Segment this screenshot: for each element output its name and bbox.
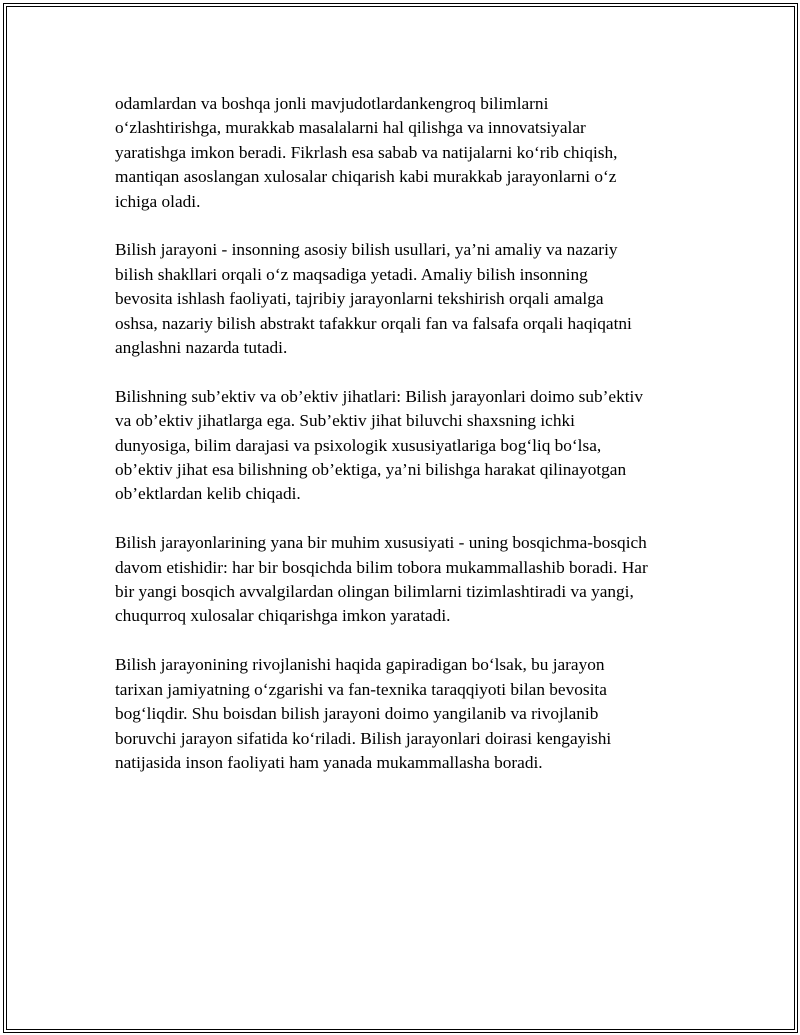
text-line: anglashni nazarda tutadi.	[115, 338, 288, 358]
text-line: yaratishga imkon beradi. Fikrlash esa sabab va natijalarni ko‘rib chiqish,	[115, 142, 618, 162]
text-line: bir yangi bosqich avvalgilardan olingan bilimlarni tizimlashtiradi va yangi,	[115, 582, 634, 602]
document-body	[115, 92, 690, 800]
text-line: bog‘liqdir. Shu boisdan bilish jarayoni doimo yangilanib va rivojlanib	[115, 704, 599, 724]
text-line: Bilish jarayoni - insonning asosiy bilish usullari, ya’ni amaliy va nazariy	[115, 240, 618, 260]
text-line: oshsa, nazariy bilish abstrakt tafakkur orqali fan va falsafa orqali haqiqatni	[115, 313, 632, 333]
text-line: ob’ektiv jihat esa bilishning ob’ektiga, ya’ni bilishga harakat qilinayotgan	[115, 460, 627, 480]
text-line: chuqurroq xulosalar chiqarishga imkon yaratadi.	[115, 606, 451, 626]
paragraph-1	[115, 92, 690, 214]
paragraph-4	[115, 531, 690, 629]
text-line: ob’ektlardan kelib chiqadi.	[115, 484, 301, 504]
paragraph-3	[115, 385, 690, 507]
text-line: Bilishning sub’ektiv va ob’ektiv jihatlari: Bilish jarayonlari doimo sub’ektiv	[115, 386, 643, 406]
text-line: boruvchi jarayon sifatida ko‘riladi. Bilish jarayonlari doirasi kengayishi	[115, 728, 612, 748]
text-line: ichiga oladi.	[115, 191, 201, 211]
text-line: o‘zlashtirishga, murakkab masalalarni hal qilishga va innovatsiyalar	[115, 118, 586, 138]
text-line: dunyosiga, bilim darajasi va psixologik xususiyatlariga bog‘liq bo‘lsa,	[115, 435, 602, 455]
text-line: mantiqan asoslangan xulosalar chiqarish kabi murakkab jarayonlarni o‘z	[115, 167, 617, 187]
text-line: odamlardan va boshqa jonli mavjudotlardankengroq bilimlarni	[115, 94, 549, 113]
text-line: Bilish jarayonlarining yana bir muhim xususiyati - uning bosqichma-bosqich	[115, 533, 647, 553]
text-line: Bilish jarayonining rivojlanishi haqida gapiradigan bo‘lsak, bu jarayon	[115, 655, 605, 675]
text-line: tarixan jamiyatning o‘zgarishi va fan-texnika taraqqiyoti bilan bevosita	[115, 679, 607, 699]
paragraph-5	[115, 653, 690, 775]
paragraph-2	[115, 238, 690, 360]
text-line: bilish shakllari orqali o‘z maqsadiga yetadi. Amaliy bilish insonning	[115, 264, 588, 284]
text-line: va ob’ektiv jihatlarga ega. Sub’ektiv jihat biluvchi shaxsning ichki	[115, 411, 575, 431]
text-line: natijasida inson faoliyati ham yanada mukammallasha boradi.	[115, 752, 543, 772]
text-line: bevosita ishlash faoliyati, tajribiy jarayonlarni tekshirish orqali amalga	[115, 289, 604, 309]
text-line: davom etishidir: har bir bosqichda bilim tobora mukammallashib boradi. Har	[115, 557, 648, 577]
